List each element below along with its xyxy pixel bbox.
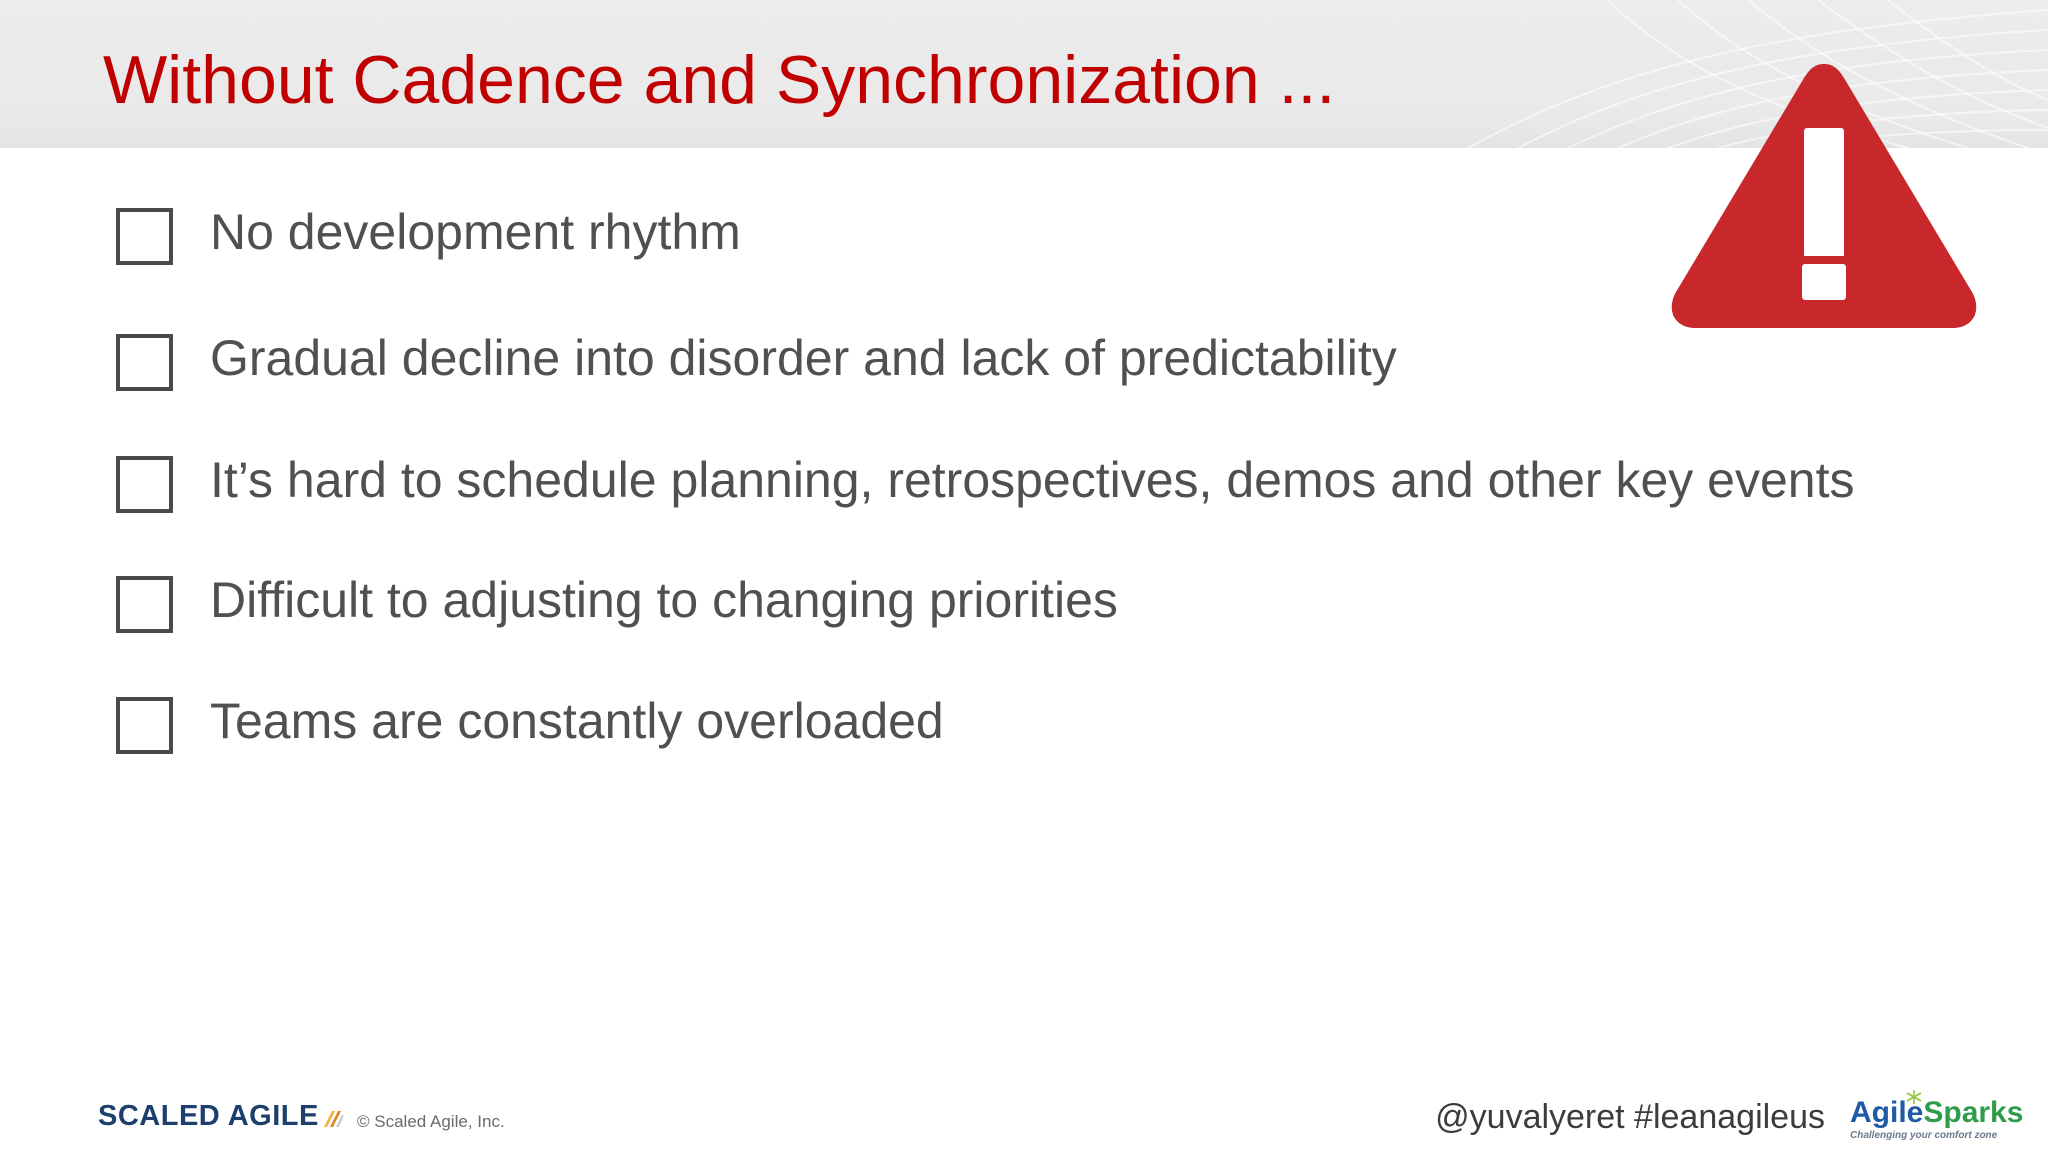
agilesparks-logo — [1850, 1088, 2024, 1148]
checkbox[interactable] — [116, 334, 173, 391]
checkbox[interactable] — [116, 576, 173, 633]
checklist-item[interactable] — [116, 572, 2016, 640]
agilesparks-sparks-text: Sparks — [1923, 1096, 2024, 1129]
agilesparks-agile-text: Agile — [1850, 1096, 1924, 1129]
speaker-handle: @yuvalyeret #leanagileus — [1435, 1098, 1825, 1136]
scaled-agile-swoosh-icon — [322, 1107, 344, 1129]
slide-title: Without Cadence and Synchronization ... — [103, 42, 1336, 118]
checkbox[interactable] — [116, 697, 173, 754]
checklist-item-label: No development rhythm — [210, 204, 741, 260]
checklist-item[interactable] — [116, 452, 2016, 520]
checklist-item[interactable] — [116, 693, 2016, 761]
checkbox[interactable] — [116, 208, 173, 265]
copyright-text: © Scaled Agile, Inc. — [357, 1112, 505, 1131]
checkbox[interactable] — [116, 456, 173, 513]
checklist-item-label: Difficult to adjusting to changing priorities — [210, 572, 1118, 628]
checklist-item[interactable] — [116, 330, 2016, 398]
scaled-agile-logo: SCALED AGILE — [98, 1100, 319, 1132]
agilesparks-wordmark — [1850, 1096, 2023, 1130]
checklist-item-label: It’s hard to schedule planning, retrospectives, demos and other key events — [210, 452, 1855, 508]
agilesparks-tagline: Challenging your comfort zone — [1850, 1130, 1998, 1141]
checklist-item-label: Teams are constantly overloaded — [210, 693, 944, 749]
checklist-item[interactable] — [116, 204, 2016, 272]
checklist-item-label: Gradual decline into disorder and lack of predictability — [210, 330, 1397, 386]
